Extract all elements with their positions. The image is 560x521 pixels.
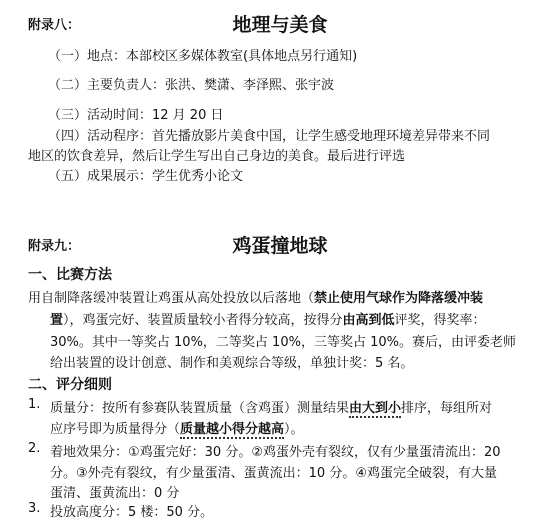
section-2-heading: 二、评分细则 [28,377,112,393]
scoring-item-2-line-2: 分。③外壳有裂纹，有少量蛋清、蛋黄流出：10 分。④鸡蛋完全破裂，有大量 [50,466,497,481]
scoring-item-3-number: 3. [28,501,41,516]
scoring-text: 应序号即为质量得分（ [50,422,181,437]
method-text: ），鸡蛋完好、装置质量较小者得分较高，按得分 [63,313,343,328]
method-emphasis: 置 [50,313,64,328]
scoring-item-1-number: 1. [28,397,41,412]
scoring-text: ）。 [284,422,304,437]
scoring-item-2-line-3: 蛋清、蛋黄流出：0 分 [50,486,180,501]
appendix-8-location: （一）地点：本部校区多媒体教室(具体地点另行通知) [48,49,358,64]
appendix-8-time: （三）活动时间：12 月 20 日 [48,108,224,123]
method-emphasis: 禁止使用气球作为降落缓冲装 [314,291,484,306]
scoring-item-1-line-1 [50,397,492,416]
scoring-item-2-number: 2. [28,441,41,456]
appendix-8-title: 地理与美食 [232,14,328,36]
scoring-item-1-line-2 [50,418,304,437]
method-line-4: 给出装置的设计创意、制作和美观综合等级，单独计奖：5 名。 [50,356,414,371]
method-text: 评奖，得奖率： [394,313,486,328]
appendix-8-results: （五）成果展示：学生优秀小论文 [48,169,244,184]
appendix-9-title: 鸡蛋撞地球 [232,235,328,257]
scoring-text: 排序，每组所对 [401,401,493,416]
scoring-text: 质量分：按所有参赛队装置质量（含鸡蛋）测量结果 [50,401,350,416]
scoring-emphasis: 质量越小得分越高 [180,422,285,437]
scoring-item-3-line-1: 投放高度分：5 楼：50 分。 [50,505,214,520]
method-line-1 [28,287,483,306]
appendix-8-leaders: （二）主要负责人：张洪、樊潇、李泽熙、张宇波 [48,78,335,93]
section-1-heading: 一、比赛方法 [28,267,112,283]
scoring-emphasis: 由大到小 [349,401,402,416]
appendix-8-procedure-cont: 地区的饮食差异，然后让学生写出自己身边的美食。最后进行评选 [28,149,406,164]
appendix-8-label: 附录八： [28,18,81,33]
method-text: 用自制降落缓冲装置让鸡蛋从高处投放以后落地（ [28,291,315,306]
method-line-2 [50,309,486,328]
scoring-item-2-line-1: 着地效果分：①鸡蛋完好：30 分。②鸡蛋外壳有裂纹，仅有少量蛋清流出：20 [50,445,501,460]
method-line-3: 30%。其中一等奖占 10%，二等奖占 10%，三等奖占 10%。赛后，由评委老师 [50,335,516,350]
appendix-9-label: 附录九： [28,239,81,254]
method-emphasis: 由高到低 [342,313,395,328]
appendix-8-procedure: （四）活动程序：首先播放影片美食中国，让学生感受地理环境差异带来不同 [48,129,491,144]
